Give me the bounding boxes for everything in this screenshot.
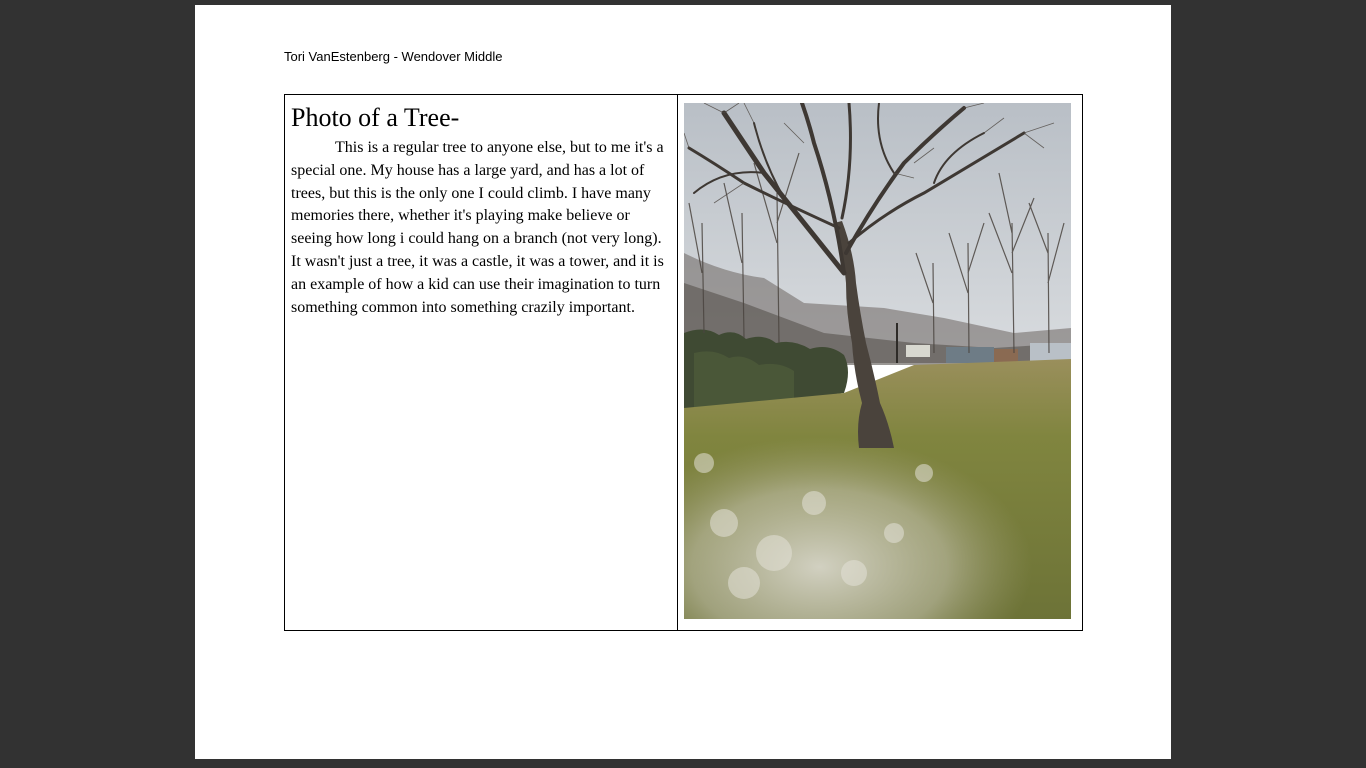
photo-cell xyxy=(678,95,1082,630)
body-paragraph: This is a regular tree to anyone else, but to me it's a special one. My house has a large yard, and has a lot of trees, but this is the only one I could climb. I have many memories there, whether it's playing make believe or seeing how long i could hang on a branch (not very long). It wasn't just a tree, it was a castle, it was a tower, and it is an example of how a kid can use their imagination to turn something common into something crazily important. xyxy=(291,139,664,316)
document-page xyxy=(195,5,1171,759)
tree-photo xyxy=(684,103,1071,619)
page-title: Photo of a Tree- xyxy=(291,103,460,132)
text-cell xyxy=(285,95,678,630)
content-table xyxy=(284,94,1083,631)
page-header: Tori VanEstenberg - Wendover Middle xyxy=(284,49,503,64)
